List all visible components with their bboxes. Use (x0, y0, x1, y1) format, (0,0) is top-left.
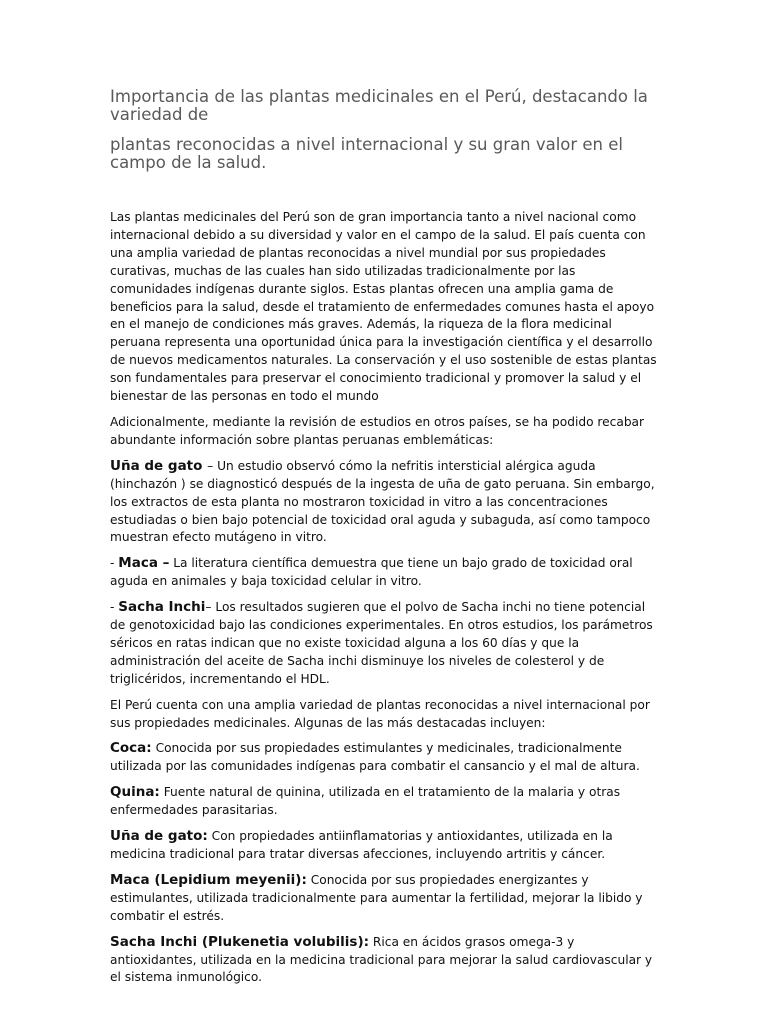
plant-item: Uña de gato: Con propiedades antiinflamatorias y antioxidantes, utilizada en la medicina tradicional para tratar diversas afecciones, incluyendo artritis y cáncer. (110, 828, 613, 861)
plant-item: Coca: Conocida por sus propiedades estimulantes y medicinales, tradicionalmente utilizada por las comunidades indígenas para combatir el cansancio y el mal de altura. (110, 740, 640, 774)
study-plant-name: Maca – (118, 555, 170, 572)
plants-intro-paragraph: El Perú cuenta con una amplia variedad de plantas reconocidas a nivel internacional por sus propiedades medicinales. Algunas de las más destacadas incluyen: (110, 697, 650, 730)
document-title-line1: Importancia de las plantas medicinales en el Perú, destacando la variedad de (110, 87, 648, 124)
study-item: Uña de gato – Un estudio observó cómo la nefritis intersticial alérgica aguda (hinchazón ) se diagnosticó después de la ingesta de uña de gato peruana. Sin embargo, los extractos de esta planta no mostraron toxicidad in vitro a las concentraciones estudiadas o bien bajo potencial de toxicidad oral aguda y subaguda, así como tampoco muestran efecto mutágeno in vitro. (110, 457, 655, 545)
study-plant-name: Sacha Inchi (118, 599, 206, 616)
document-body (110, 209, 660, 995)
plant-item: Maca (Lepidium meyenii): Conocida por sus propiedades energizantes y estimulantes, utilizada tradicionalmente para aumentar la fertilidad, mejorar la libido y combatir el estrés. (110, 871, 643, 923)
plant-name: Uña de gato: (110, 828, 208, 845)
plant-item: Sacha Inchi (Plukenetia volubilis): Rica en ácidos grasos omega-3 y antioxidantes, utilizada en la medicina tradicional para mejorar la salud cardiovascular y el sistema inmunológico. (110, 933, 653, 985)
studies-intro-paragraph: Adicionalmente, mediante la revisión de estudios en otros países, se ha podido recabar abundante información sobre plantas peruanas emblemáticas: (110, 414, 645, 447)
plant-name: Sacha Inchi (Plukenetia volubilis): (110, 933, 370, 950)
plant-item: Quina: Fuente natural de quinina, utilizada en el tratamiento de la malaria y otras enfermedades parasitarias. (110, 784, 621, 818)
study-item: - Sacha Inchi– Los resultados sugieren que el polvo de Sacha inchi no tiene potencial de genotoxicidad bajo las condiciones experimentales. En otros estudios, los parámetros séricos en ratas indican que no existe toxicidad alguna a los 60 días y que la administración del aceite de Sacha inchi disminuye los niveles de colesterol y de triglicéridos, incrementando el HDL. (110, 599, 653, 686)
plant-name: Maca (Lepidium meyenii): (110, 871, 307, 888)
study-plant-name: Uña de gato (110, 457, 208, 474)
intro-paragraph: Las plantas medicinales del Perú son de gran importancia tanto a nivel nacional como internacional debido a su diversidad y valor en el campo de la salud. El país cuenta con una amplia variedad de plantas reconocidas a nivel mundial por sus propiedades curativas, muchas de las cuales han sido utilizadas tradicionalmente por las comunidades indígenas durante siglos. Estas plantas ofrecen una amplia gama de beneficios para la salud, desde el tratamiento de enfermedades comunes hasta el apoyo en el manejo de condiciones más graves. Además, la riqueza de la flora medicinal peruana representa una oportunidad única para la investigación científica y el desarrollo de nuevos medicamentos naturales. La conservación y el uso sostenible de estas plantas son fundamentales para preservar el conocimiento tradicional y promover la salud y el bienestar de las personas en todo el mundo (110, 210, 657, 404)
plant-name: Coca: (110, 740, 152, 757)
document-title-line2: plantas reconocidas a nivel internacional y su gran valor en el campo de la salud. (110, 135, 623, 172)
plant-name: Quina: (110, 784, 160, 801)
study-item: - Maca – La literatura científica demuestra que tiene un bajo grado de toxicidad oral aguda en animales y baja toxicidad celular in vitro. (110, 555, 633, 589)
